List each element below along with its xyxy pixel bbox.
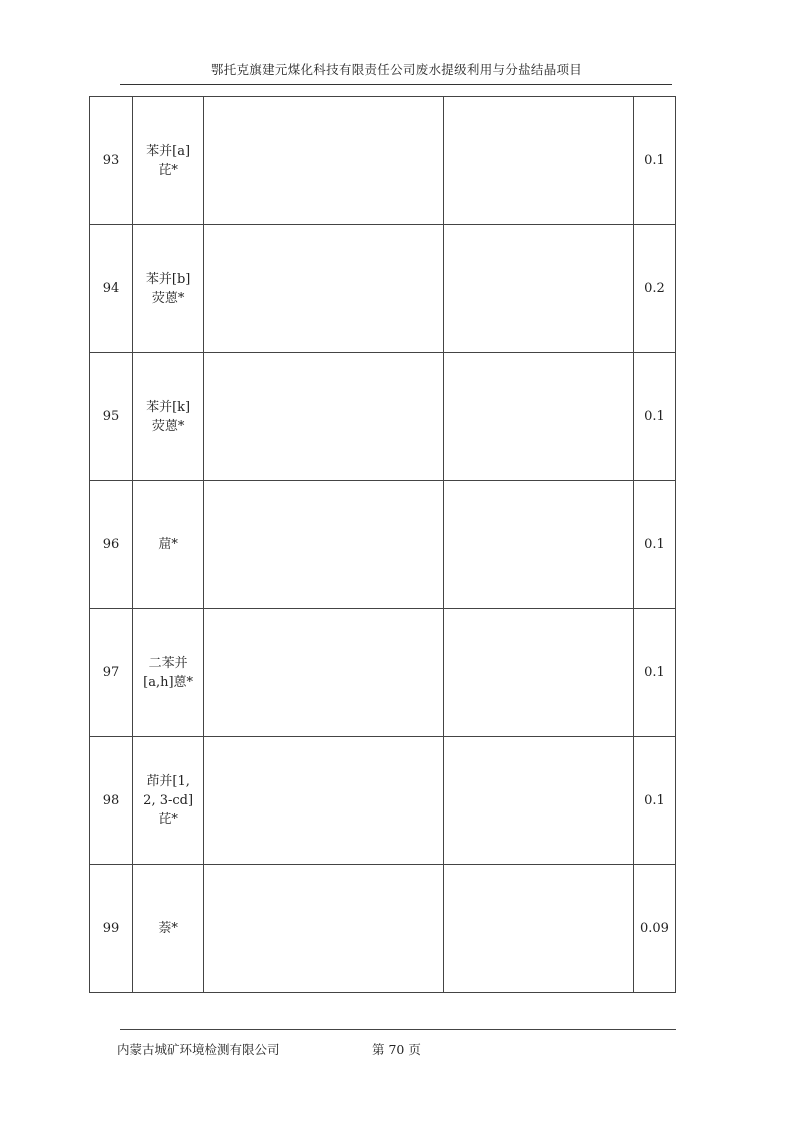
header-rule: [120, 84, 672, 85]
substance-name-line: 萘*: [158, 921, 178, 936]
substance-name-cell: [133, 865, 204, 993]
table-row: [90, 97, 676, 225]
substance-name-line: 苯并[k]: [146, 399, 191, 415]
footer-page-number: 第 70 页: [372, 1042, 421, 1057]
row-number-cell: 96: [90, 481, 133, 609]
table-row: [90, 481, 676, 609]
value-cell: 0.1: [633, 97, 675, 225]
substance-name-cell: [133, 737, 204, 865]
blank-cell-b: [443, 353, 633, 481]
blank-cell-b: [443, 481, 633, 609]
substance-name-cell: [133, 225, 204, 353]
value-cell: 0.1: [633, 481, 675, 609]
table-row: [90, 225, 676, 353]
blank-cell-a: [204, 97, 443, 225]
value-cell: 0.2: [633, 225, 675, 353]
page-header-title: 鄂托克旗建元煤化科技有限责任公司废水提级利用与分盐结晶项目: [210, 62, 583, 77]
row-number-cell: 99: [90, 865, 133, 993]
table-body: [90, 97, 676, 993]
substance-name-cell: [133, 481, 204, 609]
blank-cell-a: [204, 737, 443, 865]
substance-name-line: 芘*: [158, 162, 178, 178]
value-cell: 0.1: [633, 353, 675, 481]
table-row: [90, 737, 676, 865]
blank-cell-b: [443, 865, 633, 993]
substance-name-line: [a,h]蒽*: [143, 674, 194, 690]
substance-name-line: 䓛*: [158, 537, 178, 552]
substance-name-line: 苯并[b]: [145, 271, 191, 287]
row-number-cell: 98: [90, 737, 133, 865]
substance-name-cell: [133, 353, 204, 481]
substance-name-line: 芘*: [158, 812, 178, 827]
value-cell: 0.1: [633, 609, 675, 737]
table-row: [90, 865, 676, 993]
footer-rule: [120, 1029, 676, 1030]
value-cell: 0.09: [633, 865, 675, 993]
data-table: [89, 96, 676, 993]
table-row: [90, 353, 676, 481]
blank-cell-b: [443, 609, 633, 737]
row-number-cell: 95: [90, 353, 133, 481]
substance-name-line: 茚并[1,: [146, 774, 190, 789]
substance-name-cell: [133, 609, 204, 737]
blank-cell-b: [443, 97, 633, 225]
substance-name-line: 苯并[a]: [146, 143, 191, 159]
blank-cell-b: [443, 225, 633, 353]
blank-cell-b: [443, 737, 633, 865]
footer-company: 内蒙古城矿环境检测有限公司: [117, 1042, 280, 1057]
row-number-cell: 97: [90, 609, 133, 737]
blank-cell-a: [204, 353, 443, 481]
substance-name-line: 二苯并: [148, 655, 188, 671]
substance-name-line: 2, 3-cd]: [143, 793, 194, 808]
substance-name-line: 荧蒽*: [151, 290, 185, 306]
blank-cell-a: [204, 481, 443, 609]
blank-cell-a: [204, 225, 443, 353]
row-number-cell: 94: [90, 225, 133, 353]
blank-cell-a: [204, 865, 443, 993]
substance-name-line: 荧蒽*: [151, 418, 185, 434]
blank-cell-a: [204, 609, 443, 737]
substance-name-cell: [133, 97, 204, 225]
value-cell: 0.1: [633, 737, 675, 865]
table-row: [90, 609, 676, 737]
row-number-cell: 93: [90, 97, 133, 225]
